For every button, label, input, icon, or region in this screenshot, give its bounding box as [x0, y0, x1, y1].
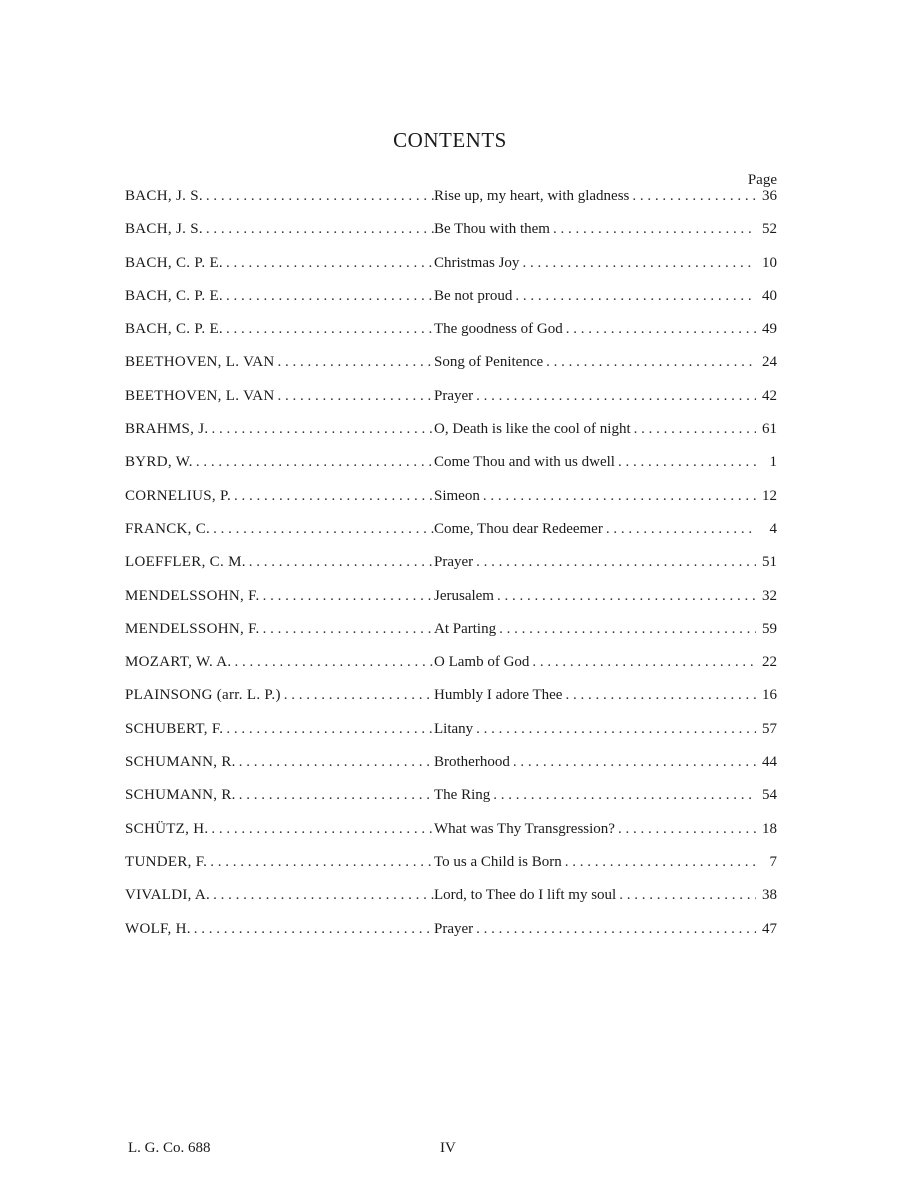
- piece-title: Come Thou and with us dwell: [434, 454, 615, 471]
- composer-cell: [125, 421, 434, 438]
- dot-leader: [483, 488, 756, 505]
- title-cell: [434, 887, 777, 904]
- composer-cell: [125, 354, 434, 371]
- dot-leader: [263, 621, 434, 638]
- page-number: 32: [762, 587, 777, 604]
- toc-entry: [125, 787, 777, 820]
- composer-cell: [125, 621, 434, 638]
- composer-name: FRANCK, C.: [125, 520, 211, 537]
- dot-leader: [284, 687, 434, 704]
- page-number: 12: [762, 487, 777, 504]
- composer-cell: [125, 388, 434, 405]
- toc-entry: [125, 721, 777, 754]
- composer-cell: [125, 321, 434, 338]
- page-number: 44: [762, 754, 777, 771]
- piece-title: The Ring: [434, 787, 491, 804]
- roman-page-number: IV: [440, 1140, 456, 1156]
- toc-entry: [125, 321, 777, 354]
- composer-cell: [125, 854, 434, 871]
- page-number: 61: [762, 421, 777, 438]
- page-number: 10: [762, 254, 777, 271]
- piece-title: At Parting: [434, 620, 497, 637]
- title-cell: [434, 521, 777, 538]
- page-title: CONTENTS: [393, 128, 507, 152]
- dot-leader: [226, 255, 434, 272]
- toc-entry: [125, 621, 777, 654]
- dot-leader: [249, 554, 434, 571]
- toc-entry: [125, 255, 777, 288]
- composer-cell: [125, 721, 434, 738]
- composer-cell: [125, 288, 434, 305]
- piece-title: Be not proud: [434, 287, 513, 304]
- piece-title: Humbly I adore Thee: [434, 687, 563, 704]
- composer-name: MENDELSSOHN, F.: [125, 587, 260, 604]
- dot-leader: [619, 887, 756, 904]
- composer-name: VIVALDI, A.: [125, 887, 211, 904]
- composer-name: BEETHOVEN, L. VAN: [125, 387, 275, 404]
- composer-name: WOLF, H.: [125, 920, 191, 937]
- dot-leader: [515, 288, 756, 305]
- composer-cell: [125, 188, 434, 205]
- piece-title: Brotherhood: [434, 754, 510, 771]
- title-cell: [434, 921, 777, 938]
- dot-leader: [493, 787, 756, 804]
- piece-title: O Lamb of God: [434, 654, 530, 671]
- piece-title: Jerusalem: [434, 587, 494, 604]
- dot-leader: [239, 754, 434, 771]
- toc-entry: [125, 354, 777, 387]
- composer-cell: [125, 887, 434, 904]
- dot-leader: [522, 255, 756, 272]
- composer-cell: [125, 754, 434, 771]
- dot-leader: [565, 687, 756, 704]
- contents-list: [125, 188, 777, 954]
- title-cell: [434, 687, 777, 704]
- dot-leader: [234, 488, 434, 505]
- page-column-header: Page: [747, 172, 777, 188]
- dot-leader: [546, 354, 756, 371]
- dot-leader: [226, 288, 434, 305]
- toc-entry: [125, 188, 777, 221]
- title-cell: [434, 787, 777, 804]
- toc-entry: [125, 921, 777, 954]
- toc-entry: [125, 488, 777, 521]
- title-cell: [434, 488, 777, 505]
- toc-entry: [125, 421, 777, 454]
- composer-cell: [125, 821, 434, 838]
- title-cell: [434, 721, 777, 738]
- composer-cell: [125, 588, 434, 605]
- title-cell: [434, 288, 777, 305]
- catalog-number: L. G. Co. 688: [128, 1140, 211, 1156]
- dot-leader: [566, 321, 756, 338]
- dot-leader: [476, 554, 756, 571]
- composer-name: LOEFFLER, C. M.: [125, 554, 246, 571]
- composer-name: SCHUBERT, F.: [125, 720, 224, 737]
- composer-cell: [125, 488, 434, 505]
- title-cell: [434, 321, 777, 338]
- page-number: 4: [769, 520, 777, 537]
- dot-leader: [565, 854, 756, 871]
- dot-leader: [226, 721, 434, 738]
- title-cell: [434, 421, 777, 438]
- dot-leader: [239, 787, 434, 804]
- toc-entry: [125, 821, 777, 854]
- composer-name: MENDELSSOHN, F.: [125, 620, 260, 637]
- piece-title: The goodness of God: [434, 321, 563, 338]
- dot-leader: [553, 221, 756, 238]
- composer-name: BYRD, W.: [125, 454, 193, 471]
- composer-name: BACH, C. P. E.: [125, 287, 223, 304]
- piece-title: Be Thou with them: [434, 221, 550, 238]
- dot-leader: [210, 854, 434, 871]
- toc-entry: [125, 454, 777, 487]
- piece-title: Lord, to Thee do I lift my soul: [434, 887, 617, 904]
- page-number: 18: [762, 820, 777, 837]
- page-number: 57: [762, 720, 777, 737]
- piece-title: To us a Child is Born: [434, 853, 562, 870]
- composer-name: TUNDER, F.: [125, 853, 208, 870]
- toc-entry: [125, 388, 777, 421]
- dot-leader: [532, 654, 756, 671]
- page-number: 36: [762, 188, 777, 204]
- dot-leader: [476, 721, 756, 738]
- piece-title: Simeon: [434, 487, 480, 504]
- dot-leader: [513, 754, 756, 771]
- composer-cell: [125, 787, 434, 804]
- piece-title: What was Thy Transgression?: [434, 820, 615, 837]
- composer-cell: [125, 521, 434, 538]
- dot-leader: [499, 621, 756, 638]
- composer-name: SCHUMANN, R.: [125, 754, 236, 771]
- title-cell: [434, 654, 777, 671]
- page-number: 42: [762, 387, 777, 404]
- page-number: 51: [762, 554, 777, 571]
- toc-entry: [125, 754, 777, 787]
- title-cell: [434, 554, 777, 571]
- composer-name: SCHÜTZ, H.: [125, 820, 209, 837]
- page-number: 52: [762, 221, 777, 238]
- composer-cell: [125, 554, 434, 571]
- composer-name: CORNELIUS, P.: [125, 487, 231, 504]
- dot-leader: [213, 521, 434, 538]
- toc-entry: [125, 687, 777, 720]
- dot-leader: [196, 454, 434, 471]
- dot-leader: [634, 421, 756, 438]
- piece-title: Song of Penitence: [434, 354, 544, 371]
- dot-leader: [278, 354, 434, 371]
- piece-title: Come, Thou dear Redeemer: [434, 520, 603, 537]
- page-number: 47: [762, 920, 777, 937]
- dot-leader: [632, 188, 756, 205]
- composer-name: BACH, J. S.: [125, 188, 203, 204]
- piece-title: Prayer: [434, 387, 474, 404]
- dot-leader: [476, 921, 756, 938]
- dot-leader: [263, 588, 434, 605]
- composer-name: BRAHMS, J.: [125, 421, 209, 438]
- composer-cell: [125, 255, 434, 272]
- page-number: 24: [762, 354, 777, 371]
- page-number: 59: [762, 620, 777, 637]
- title-cell: [434, 454, 777, 471]
- page-number: 22: [762, 654, 777, 671]
- dot-leader: [606, 521, 756, 538]
- page-number: 49: [762, 321, 777, 338]
- toc-entry: [125, 854, 777, 887]
- dot-leader: [618, 454, 756, 471]
- piece-title: Litany: [434, 720, 474, 737]
- title-cell: [434, 354, 777, 371]
- page-number: 54: [762, 787, 777, 804]
- piece-title: Prayer: [434, 554, 474, 571]
- page-number: 7: [769, 853, 777, 870]
- page-number: 38: [762, 887, 777, 904]
- page-number: 16: [762, 687, 777, 704]
- title-cell: [434, 621, 777, 638]
- dot-leader: [234, 654, 434, 671]
- toc-entry: [125, 654, 777, 687]
- title-cell: [434, 388, 777, 405]
- title-cell: [434, 588, 777, 605]
- composer-name: MOZART, W. A.: [125, 654, 232, 671]
- piece-title: Christmas Joy: [434, 254, 520, 271]
- page-number: 40: [762, 287, 777, 304]
- composer-cell: [125, 221, 434, 238]
- dot-leader: [213, 887, 434, 904]
- toc-entry: [125, 887, 777, 920]
- page-number: 1: [769, 454, 777, 471]
- dot-leader: [194, 921, 434, 938]
- composer-cell: [125, 654, 434, 671]
- dot-leader: [618, 821, 756, 838]
- toc-entry: [125, 554, 777, 587]
- dot-leader: [226, 321, 434, 338]
- composer-cell: [125, 454, 434, 471]
- composer-name: BEETHOVEN, L. VAN: [125, 354, 275, 371]
- dot-leader: [497, 588, 756, 605]
- composer-name: SCHUMANN, R.: [125, 787, 236, 804]
- dot-leader: [278, 388, 434, 405]
- dot-leader: [206, 221, 434, 238]
- toc-entry: [125, 588, 777, 621]
- title-cell: [434, 821, 777, 838]
- title-cell: [434, 255, 777, 272]
- composer-name: BACH, C. P. E.: [125, 321, 223, 338]
- toc-entry: [125, 221, 777, 254]
- piece-title: Rise up, my heart, with gladness: [434, 188, 630, 204]
- dot-leader: [476, 388, 756, 405]
- dot-leader: [211, 821, 434, 838]
- composer-name: BACH, J. S.: [125, 221, 203, 238]
- dot-leader: [206, 188, 434, 205]
- piece-title: Prayer: [434, 920, 474, 937]
- composer-name: PLAINSONG (arr. L. P.): [125, 687, 281, 704]
- toc-entry: [125, 288, 777, 321]
- title-cell: [434, 188, 777, 205]
- composer-cell: [125, 687, 434, 704]
- title-cell: [434, 754, 777, 771]
- toc-entry: [125, 521, 777, 554]
- dot-leader: [211, 421, 434, 438]
- title-cell: [434, 854, 777, 871]
- composer-cell: [125, 921, 434, 938]
- title-cell: [434, 221, 777, 238]
- piece-title: O, Death is like the cool of night: [434, 421, 631, 438]
- composer-name: BACH, C. P. E.: [125, 254, 223, 271]
